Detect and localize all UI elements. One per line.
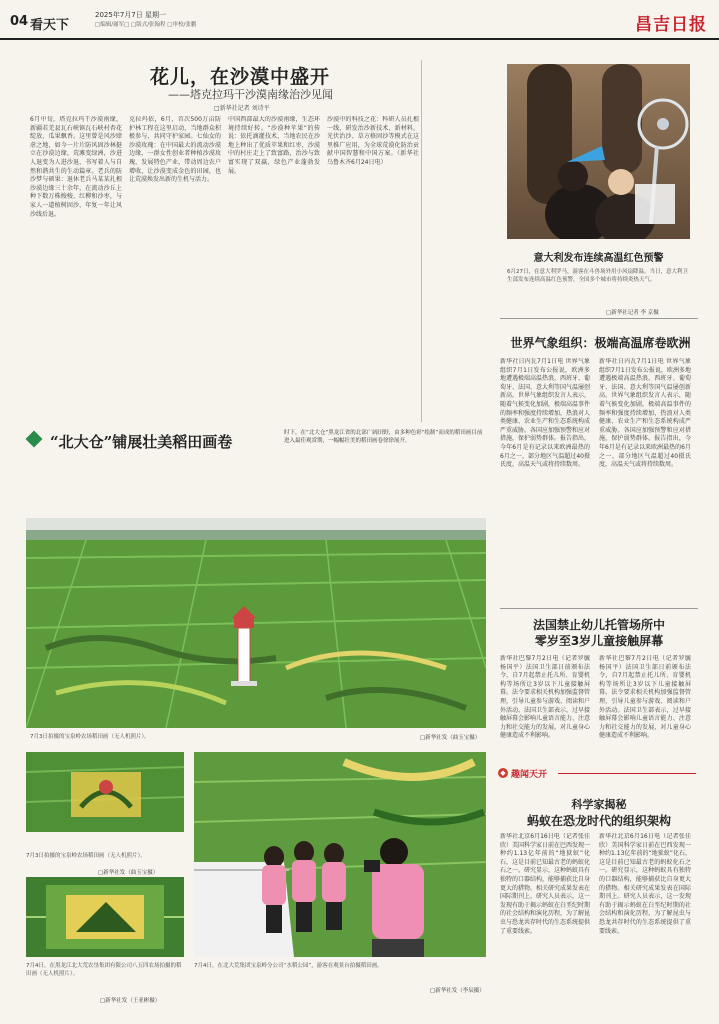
science-tag: 趣闻天开 [511,770,548,780]
rice-title: “北大仓”铺展壮美稻田画卷 [50,433,233,451]
rice-leaf-icon [26,431,43,448]
science-title [500,796,698,830]
rice-photo-3 [26,877,184,957]
divider [500,318,698,319]
france-title [500,617,698,649]
column-divider [421,60,422,422]
science-title-line-1: 科学家揭秘 [571,798,627,811]
rice-main-caption: 7月3日拍摄的宝泉岭农场稻田画（无人机照片）。 [30,734,150,740]
science-column-1: 新华社北京6月16日电（记者张佳欣）美国科学家日前在巴西发现一种约1.13亿年前的“地狱蚁”化石，这是目前已知最古老的蚂蚁化石之一。研究显示，这种蚂蚁具有独特的口器结构，能够捕获比自身更大的猎物。相关研究成果发表在国际期刊上。研究人员表示，这一发现有助于揭示蚂蚁在白垩纪时期的社会结构和演化历程，为了解昆虫与恐龙共存时代的生态系统提供了重要线索。 [500,833,590,935]
rice-photo-children [194,752,486,957]
rice-caption-4: 7月4日，在北大荒集团宝泉岭分公司“水稻公园”，游客在观景台拍摄稻田画。 [194,963,383,969]
divider [500,608,698,609]
rice-caption-3: 7月4日，在黑龙江北大荒农垦集团有限公司八五四农场拍摄的稻田画（无人机照片）。 [26,963,182,977]
france-title-line-2: 零岁至3岁儿童接触屏幕 [534,634,664,648]
section-name: 看天下 [30,18,70,33]
editors-text: □编辑/谢军□ □版式/张翰程 □审校/张鹏 [95,22,197,28]
science-column-2: 新华社北京6月16日电（记者张佳欣）美国科学家日前在巴西发现一种约1.13亿年前的“地狱蚁”化石，这是目前已知最古老的蚂蚁化石之一。研究显示，这种蚂蚁具有独特的口器结构，能够捕获比自身更大的猎物。相关研究成果发表在国际期刊上。研究人员表示，这一发现有助于揭示蚂蚁在白垩纪时期的社会结构和演化历程，为了解昆虫与恐龙共存时代的生态系统提供了重要线索。 [599,833,691,935]
lead-title: 花儿，在沙漠中盛开 [150,66,331,88]
rice-caption-2: 7月3日拍摄的宝泉岭农场稻田画（无人机照片）。 [26,853,146,859]
page-number: 04 [10,14,29,29]
lead-column-3: 中国西部最大的沙漠南缘，生态环境持续好转。“沙漠种苹果”的传说：依托滴灌技术，当地农民在沙地上种出了优质苹果和红枣，沙漠中的村庄走上了致富路，治沙与致富实现了双赢，绿色产业蓬勃发展。 [228,116,320,175]
rice-title-bar [26,427,486,455]
tag-icon: ◆ [498,768,508,778]
tag-line [558,773,696,774]
rice-credit-2: □新华社发（曲玉宝摄） [98,870,159,876]
lead-column-1: 6月中旬，塔克拉玛干沙漠南缘，新疆若羌县瓦石峡镇瓦石峡村杏花绽放、瓜果飘香。这里曾是风沙肆虐之地，如今一片片防风固沙林挺立在沙漠边缘，荒滩变绿洲，沙进人退变为人进沙退，书写着人与自然和谐共生的生动篇章。老兵的防沙梦与硕果：退休老兵马某某扎根沙漠边缘三十余年，在流动沙丘上种下数万株梭梭、红柳和沙枣，与家人一道植树固沙，年复一年让风沙线后退。 [30,116,122,218]
rice-credit-4: □新华社发（李辰摄） [430,988,485,994]
france-column-1: 新华社巴黎7月2日电（记者罗毓 杨国平）法国卫生部日前颁布法令，自7月起禁止托儿所、育婴机构等场所让3岁以下儿童接触屏幕。法令要求相关机构加强监督管理，引导儿童参与游戏、阅读和户外活动。法国卫生部表示，过早接触屏幕会影响儿童语言能力、注意力和社交能力的发展，对儿童身心健康造成不利影响。 [500,655,590,740]
italy-heat-credit: □新华社记者 李 京摄 [606,310,659,316]
issue-date [95,10,196,30]
rice-photo-2 [26,752,184,832]
page-header [0,0,719,40]
science-tag-bar [498,765,698,781]
rice-credit-3: □新华社发（王亚彬摄） [100,998,161,1004]
italy-heat-caption: 6月27日，在意大利罗马，游客在斗兽场外用小风扇降温。当日，意大利卫生部发布连续高温红色预警，全国多个城市将持续炎热天气。 [507,269,689,283]
lead-column-2: 克拉玛依，6月，首次500万亩防护林工程在这里启动，当地群众积极参与，共同守护家园。七仙女的沙漠玫瑰：在中国最大的流动沙漠边缘，一群女性创业者种植沙漠玫瑰，发展特色产业，带动周边农户增收，让沙漠变成金色的田园，也让荒漠焕发出新的生机与活力。 [129,116,221,184]
france-title-line-1: 法国禁止幼儿托管场所中 [532,618,665,632]
lead-subtitle: ——塔克拉玛干沙漠南缘治沙见闻 [168,88,333,101]
europe-heat-column-1: 新华社日内瓦7月1日电 世界气象组织7月1日发布公报说，欧洲多地遭遇极端高温热浪，西班牙、葡萄牙、法国、意大利等国气温屡创新高。世界气象组织发言人表示，随着气候变化加剧，极端高温事件的频率和强度持续增加，热浪对人类健康、农业生产和生态系统构成严重威胁。各国应加强预警和应对措施，保护弱势群体。报告指出，今年6月是有记录以来欧洲最热的6月之一，部分地区气温超过40摄氏度，高温天气或将持续数周。 [500,358,590,469]
rice-main-credit: □新华社发（曲玉宝摄） [420,735,481,741]
france-column-2: 新华社巴黎7月2日电（记者罗毓 杨国平）法国卫生部日前颁布法令，自7月起禁止托儿所、育婴机构等场所让3岁以下儿童接触屏幕。法令要求相关机构加强监督管理，引导儿童参与游戏、阅读和户外活动。法国卫生部表示，过早接触屏幕会影响儿童语言能力、注意力和社交能力的发展，对儿童身心健康造成不利影响。 [599,655,691,740]
italy-heat-title: 意大利发布连续高温红色预警 [533,253,664,264]
newspaper-logo: 昌吉日报 [635,15,707,35]
lead-byline: □新华社记者 刘诗平 [214,105,270,112]
science-title-line-2: 蚂蚁在恐龙时代的组织架构 [526,814,671,828]
europe-heat-column-2: 新华社日内瓦7月1日电 世界气象组织7月1日发布公报说，欧洲多地遭遇极端高温热浪，西班牙、葡萄牙、法国、意大利等国气温屡创新高。世界气象组织发言人表示，随着气候变化加剧，极端高温事件的频率和强度持续增加，热浪对人类健康、农业生产和生态系统构成严重威胁。各国应加强预警和应对措施，保护弱势群体。报告指出，今年6月是有记录以来欧洲最热的6月之一，部分地区气温超过40摄氏度，高温天气或将持续数周。 [599,358,691,469]
date-text: 2025年7月7日 星期一 [95,11,166,19]
rice-main-photo [26,518,486,728]
europe-heat-title: 世界气象组织：极端高温席卷欧洲 [510,336,691,350]
lead-column-4: 沙漠中的科技之花：科研人员扎根一线，研发治沙新技术、新材料，光伏治沙、草方格固沙等模式在这里推广应用，为全球荒漠化防治贡献中国智慧和中国方案。（新华社乌鲁木齐6月24日电） [327,116,419,166]
italy-heat-photo [507,64,690,239]
rice-intro: 时下，在“北大仓”黑龙江省的北部广阔田野，由多种色彩“绘制”而成的稻田画目前进入最佳观赏期，一幅幅壮美的稻田画卷徐徐展开。 [284,430,483,444]
